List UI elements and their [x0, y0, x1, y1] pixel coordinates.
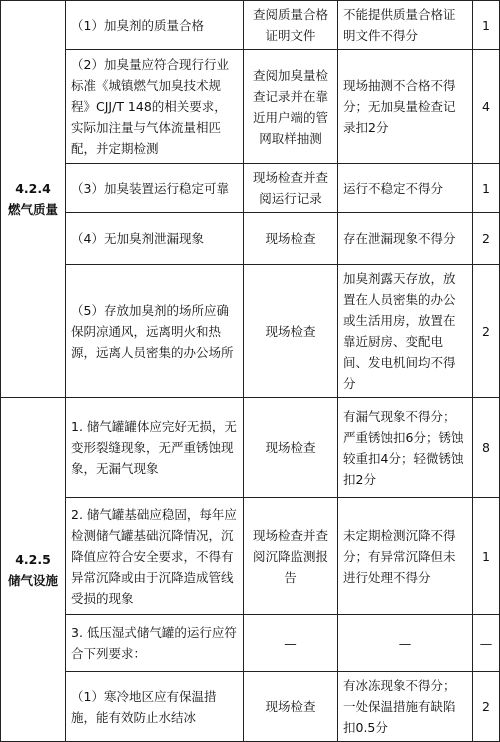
- criteria-cell: 现场抽测不合格不得分；无加臭量检查记录扣2分: [338, 50, 473, 164]
- item-cell: 2. 储气罐基础应稳固，每年应检测储气罐基础沉降情况，沉降值应符合安全要求，不得有异常沉降或由于沉降造成管线受损的现象: [66, 498, 244, 615]
- criteria-cell: 加臭剂露天存放，放置在人员密集的办公或生活用房，放置在靠近厨房、变配电间、发电机间均不得分: [338, 265, 473, 398]
- table-row: [1, 498, 500, 615]
- item-cell: 3. 低压湿式储气罐的运行应符合下列要求：: [66, 615, 244, 672]
- section-code: 4.2.4: [15, 181, 51, 196]
- criteria-cell: 未定期检测沉降不得分；有异常沉降但未进行处理不得分: [338, 498, 473, 615]
- score-cell: 4: [473, 50, 500, 164]
- method-cell: 查阅质量合格证明文件: [244, 1, 338, 50]
- score-cell: 8: [473, 398, 500, 498]
- method-cell: 现场检查: [244, 213, 338, 265]
- table-row: [1, 50, 500, 164]
- table-row: [1, 164, 500, 213]
- section-cell: [1, 1, 66, 398]
- score-cell: 1: [473, 1, 500, 50]
- score-cell: 1: [473, 164, 500, 213]
- criteria-cell: 有冰冻现象不得分；一处保温措施有缺陷扣0.5分: [338, 672, 473, 742]
- method-cell: 现场检查并查阅运行记录: [244, 164, 338, 213]
- score-cell: 1: [473, 498, 500, 615]
- item-cell: （4）无加臭剂泄漏现象: [66, 213, 244, 265]
- method-cell: 现场检查: [244, 398, 338, 498]
- table-row: [1, 615, 500, 672]
- item-cell: （1）寒冷地区应有保温措施，能有效防止水结冰: [66, 672, 244, 742]
- section-name: 储气设施: [7, 572, 58, 588]
- table-row: [1, 265, 500, 398]
- item-cell: （2）加臭量应符合现行行业标准《城镇燃气加臭技术规程》CJJ/T 148的相关要求，实际加注量与气体流量相匹配，并定期检测: [66, 50, 244, 164]
- item-cell: （3）加臭装置运行稳定可靠: [66, 164, 244, 213]
- score-cell: —: [473, 615, 500, 672]
- item-cell: 1. 储气罐罐体应完好无损，无变形裂缝现象，无严重锈蚀现象，无漏气现象: [66, 398, 244, 498]
- method-cell: —: [244, 615, 338, 672]
- table-row: [1, 1, 500, 50]
- score-cell: 2: [473, 672, 500, 742]
- method-cell: 现场检查: [244, 672, 338, 742]
- table-row: [1, 213, 500, 265]
- score-cell: 2: [473, 213, 500, 265]
- section-cell: [1, 398, 66, 742]
- section-code: 4.2.5: [15, 551, 51, 567]
- table-row: [1, 672, 500, 742]
- method-cell: 现场检查: [244, 265, 338, 398]
- method-cell: 现场检查并查阅沉降监测报告: [244, 498, 338, 615]
- item-cell: （5）存放加臭剂的场所应确保阴凉通风，远离明火和热源，远离人员密集的办公场所: [66, 265, 244, 398]
- score-cell: 2: [473, 265, 500, 398]
- table-row: [1, 398, 500, 498]
- criteria-cell: 有漏气现象不得分；严重锈蚀扣6分；锈蚀较重扣4分；轻微锈蚀扣2分: [338, 398, 473, 498]
- item-cell: （1）加臭剂的质量合格: [66, 1, 244, 50]
- criteria-cell: 运行不稳定不得分: [338, 164, 473, 213]
- method-cell: 查阅加臭量检查记录并在靠近用户端的管网取样抽测: [244, 50, 338, 164]
- criteria-cell: 存在泄漏现象不得分: [338, 213, 473, 265]
- criteria-cell: —: [338, 615, 473, 672]
- section-name: 燃气质量: [7, 202, 58, 217]
- criteria-cell: 不能提供质量合格证明文件不得分: [338, 1, 473, 50]
